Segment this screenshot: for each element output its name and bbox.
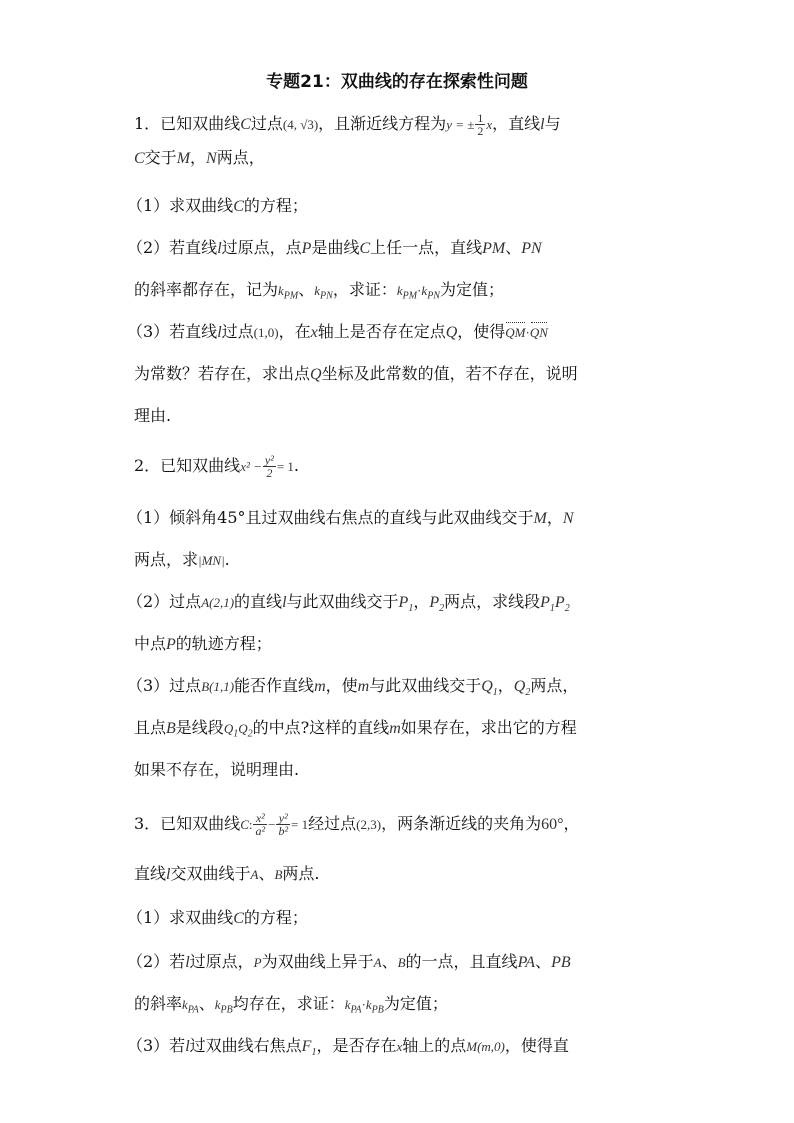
q1-text: ，求证： (332, 280, 397, 299)
q2-part-1-line-2 (134, 548, 674, 572)
q3-text: 的斜率 (134, 994, 183, 1013)
q1-text: ， (190, 148, 207, 167)
q2-text: 且点 (134, 718, 167, 737)
q1-text: （3）若直线 (127, 322, 218, 341)
q1-part-3-line-1 (127, 320, 667, 344)
math-point: (4, √3) (282, 117, 319, 132)
math-var: x (310, 324, 318, 341)
q3-text: （3）若 (127, 1036, 186, 1055)
math-var: x (486, 117, 493, 132)
math-var: m (389, 720, 401, 737)
q3-text: ，是否存在 (316, 1036, 397, 1055)
q1-text: 过点 (250, 114, 283, 133)
math-var: $P_1$ (398, 594, 414, 615)
q1-text: 的斜率都存在，记为 (134, 280, 279, 299)
math-var: PM (482, 240, 506, 257)
math-point: (1,0) (253, 325, 279, 340)
q2-line-1 (134, 454, 674, 478)
q3-text: 过原点， (189, 952, 254, 971)
q2-text: 与此双曲线交于 (286, 592, 399, 611)
q1-part-2-line-2 (134, 278, 674, 302)
math-var: l (217, 324, 222, 341)
q3-text: 的方程； (243, 908, 308, 927)
q3-part-2-line-1 (127, 950, 667, 974)
math-var: C (240, 116, 251, 133)
q1-text: （2）若直线 (127, 238, 218, 257)
math-var: B (397, 955, 406, 970)
math-var: P (301, 240, 312, 257)
q1-text: 与 (544, 114, 561, 133)
q2-text: . (293, 456, 300, 475)
q1-text: 过原点，点 (221, 238, 302, 257)
math-vector: QM (505, 321, 525, 345)
q1-text: 轴上是否存在定点 (317, 322, 446, 341)
math-var: A (373, 955, 382, 970)
math-colon: : (248, 817, 253, 832)
q2-text: 两点， (530, 676, 579, 695)
q3-text: 、 (381, 952, 398, 971)
math-var: PB (551, 954, 571, 971)
q1-text: 交于 (144, 148, 177, 167)
q1-text: 是曲线 (311, 238, 360, 257)
q3-text: 为双曲线上异于 (261, 952, 374, 971)
q2-text: ， (546, 508, 563, 527)
q3-text: 两点. (282, 864, 320, 883)
math-vector: QN (530, 321, 548, 345)
q1-line-1 (134, 112, 674, 136)
math-var: N (562, 510, 574, 527)
q2-part-3-line-2 (134, 716, 674, 740)
math-var: M (533, 510, 547, 527)
math-var: l (185, 1038, 190, 1055)
q3-line-2 (134, 862, 674, 886)
math-slope: $k_{PM}$ (278, 283, 299, 302)
q2-text: 两点，求 (134, 550, 199, 569)
math-expr: x² − (240, 459, 262, 474)
page-title: 专题21：双曲线的存在探索性问题 (266, 72, 528, 92)
math-slope: $k_{PA}$ (344, 997, 362, 1016)
math-point: M(m,0) (466, 1039, 505, 1054)
math-slope: $k_{PM}$ (396, 283, 418, 302)
q2-text: 与此双曲线交于 (369, 676, 482, 695)
math-var: l (282, 594, 287, 611)
q2-text: 两点，求线段 (444, 592, 541, 611)
q2-text: 如果存在，求出它的方程 (400, 718, 577, 737)
q1-part-1 (127, 194, 667, 218)
math-angle: 60° (541, 816, 564, 833)
math-minus: − (268, 817, 276, 832)
q1-text: ，直线 (492, 114, 541, 133)
q2-text: 中点 (134, 634, 167, 653)
math-fraction: $\frac{1}{2}$ (477, 111, 484, 138)
math-var: l (185, 954, 190, 971)
math-var: m (357, 678, 370, 695)
q3-text: 过双曲线右焦点 (189, 1036, 302, 1055)
q2-part-2-line-2 (134, 632, 674, 656)
math-var: M (176, 150, 191, 167)
math-var: B (166, 720, 176, 737)
q1-text: 坐标及此常数的值，若不存在，说明 (321, 364, 578, 383)
q3-text: 3．已知双曲线 (134, 814, 241, 833)
q1-part-3-line-3: 理由. (134, 406, 172, 425)
math-var: $Q_1$ (481, 678, 498, 699)
q3-text: ， (563, 814, 580, 833)
q3-text: 均存在，求证： (232, 994, 345, 1013)
q3-text: 经过点 (308, 814, 357, 833)
math-var: P (166, 636, 176, 653)
q3-text: 、 (535, 952, 552, 971)
q3-part-2-line-2 (134, 992, 674, 1016)
q2-text: 能否作直线 (234, 676, 315, 695)
math-var: Q (310, 366, 322, 383)
q3-text: （1）求双曲线 (127, 908, 234, 927)
math-var: $Q_2$ (513, 678, 531, 699)
q2-text: （2）过点 (127, 592, 202, 611)
q2-text: （1）倾斜角45°且过双曲线右焦点的直线与此双曲线交于 (127, 508, 534, 527)
q1-part-3-line-2 (134, 362, 674, 386)
math-dot: · (361, 997, 366, 1012)
math-dot: · (525, 325, 530, 340)
q3-text: 轴上的点 (402, 1036, 467, 1055)
math-expr: = 1 (291, 817, 309, 832)
q1-text: 过点 (221, 322, 254, 341)
q1-text: 为定值； (439, 280, 504, 299)
math-var: C (233, 198, 244, 215)
q1-text: 、 (298, 280, 315, 299)
q1-text: 、 (505, 238, 522, 257)
math-expr: |MN| (198, 553, 225, 568)
q2-text: （3）过点 (127, 676, 202, 695)
math-var: $F_1$ (301, 1038, 317, 1059)
math-var: C (134, 150, 145, 167)
math-var: C (240, 817, 249, 832)
q1-part-2-line-1 (127, 236, 667, 260)
q1-text: 上任一点，直线 (370, 238, 483, 257)
q2-text: ，使 (325, 676, 358, 695)
q2-text: 是线段 (175, 718, 224, 737)
math-var: PN (521, 240, 542, 257)
q2-part-3-line-1 (127, 674, 667, 698)
math-var: Q (445, 324, 458, 341)
q2-text: 2．已知双曲线 (134, 456, 241, 475)
math-fraction: $\frac{\text{x²}}{\text{a²}}$ (255, 811, 266, 838)
math-dot: · (417, 283, 422, 298)
math-expr: = 1 (276, 459, 294, 474)
q3-text: ，使得直 (504, 1036, 569, 1055)
math-fraction: $\frac{\text{y²}}{2}$ (264, 453, 274, 480)
math-fraction: $\frac{\text{y²}}{\text{b²}}$ (278, 811, 289, 838)
math-var: $Q_1Q_2$ (223, 721, 253, 740)
q1-line-2 (134, 146, 674, 170)
math-var: B (274, 867, 283, 882)
q2-part-1-line-1 (127, 506, 667, 530)
q3-part-3-line-1 (127, 1034, 667, 1058)
q3-part-1 (127, 906, 667, 930)
q3-text: 、 (258, 864, 275, 883)
q3-text: ，两条渐近线的夹角为 (381, 814, 542, 833)
math-var: C (359, 240, 371, 257)
q2-text: 的中点?这样的直线 (252, 718, 390, 737)
q3-text: 交双曲线于 (170, 864, 251, 883)
q2-part-3-line-3: 如果不存在，说明理由. (134, 760, 300, 779)
q2-text: ， (413, 592, 430, 611)
q3-text: 为定值； (383, 994, 448, 1013)
math-var: PA (517, 954, 536, 971)
q3-line-1 (134, 812, 674, 836)
math-point: (2,3) (356, 817, 382, 832)
q1-text: ，在 (278, 322, 311, 341)
q1-text: ，且渐近线方程为 (318, 114, 447, 133)
q1-text: （1）求双曲线 (127, 196, 234, 215)
q1-text: 1．已知双曲线 (134, 114, 241, 133)
math-var: $P_2$ (429, 594, 445, 615)
math-var: P (253, 955, 262, 970)
q3-text: （2）若 (127, 952, 186, 971)
math-expr: y = ± (446, 117, 475, 132)
math-var: x (396, 1039, 403, 1054)
q2-text: 的轨迹方程； (175, 634, 272, 653)
math-slope: $k_{PA}$ (182, 997, 199, 1016)
q3-text: 的一点，且直线 (405, 952, 518, 971)
q2-text: . (224, 550, 230, 569)
q2-text: 的直线 (234, 592, 283, 611)
q2-part-2-line-1 (127, 590, 667, 614)
math-slope: $k_{PB}$ (365, 997, 384, 1016)
q2-text: ， (497, 676, 514, 695)
math-var: l (540, 116, 545, 133)
math-point: A(2,1) (201, 595, 235, 610)
q3-text: 直线 (134, 864, 167, 883)
q1-text: 的方程； (243, 196, 308, 215)
math-var: m (314, 678, 326, 695)
math-var: C (233, 910, 244, 927)
math-var: N (206, 150, 217, 167)
math-var: l (217, 240, 222, 257)
math-slope: $k_{PN}$ (314, 283, 333, 302)
math-var: A (250, 867, 259, 882)
q3-text: 、 (198, 994, 215, 1013)
math-var: l (166, 866, 171, 883)
math-slope: $k_{PN}$ (421, 283, 440, 302)
math-point: B(1,1) (201, 679, 235, 694)
q1-text: ，使得 (457, 322, 506, 341)
math-slope: $k_{PB}$ (214, 997, 233, 1016)
math-var: $P_1P_2$ (540, 594, 570, 615)
q1-text: 两点， (216, 148, 265, 167)
q1-text: 为常数？若存在，求出点 (134, 364, 311, 383)
